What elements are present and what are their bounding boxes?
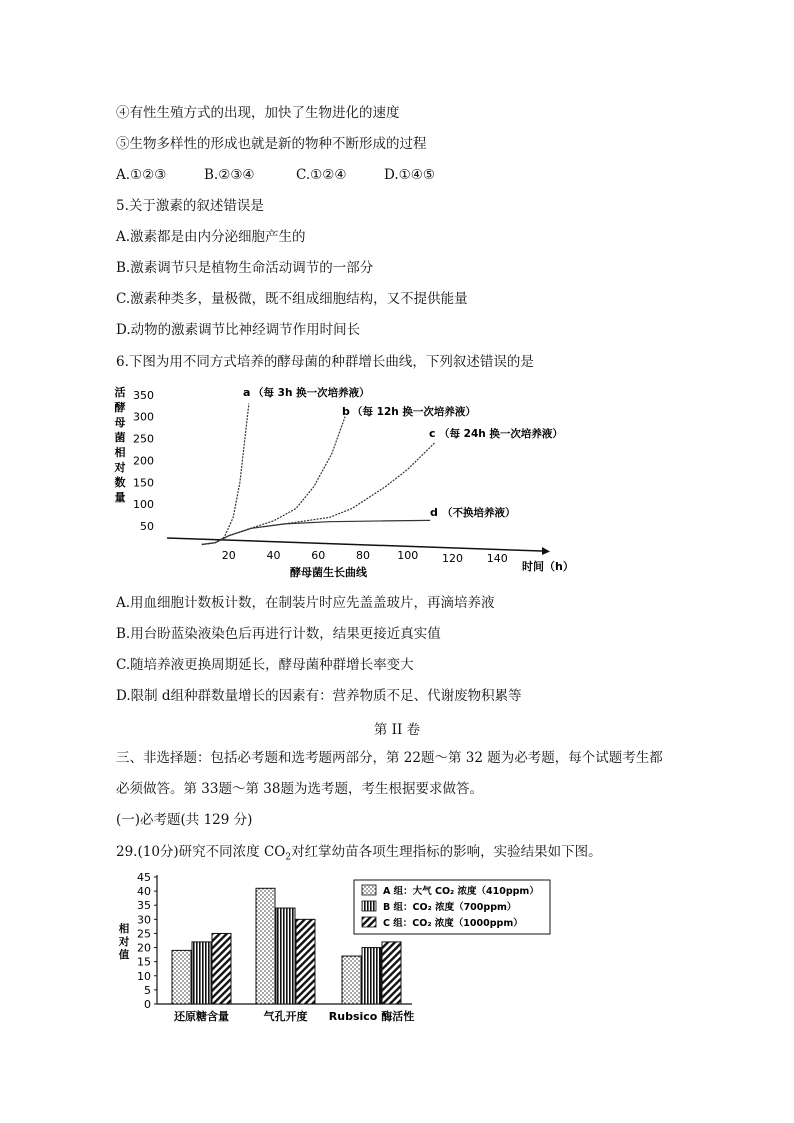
- x-tick-label: 20: [221, 549, 236, 562]
- legend-swatch: [362, 901, 376, 911]
- bar-y-tick-label: 45: [137, 871, 151, 884]
- bar-y-tick-label: 5: [144, 983, 151, 997]
- category-label: Rubsico 酶活性: [328, 1010, 415, 1023]
- bar-y-tick-label: 40: [137, 885, 151, 899]
- y-label-char: 对: [114, 461, 126, 474]
- bar-y-tick-label: 25: [137, 927, 151, 941]
- bar-legend: [354, 880, 550, 934]
- q29-subscript: 2: [285, 852, 292, 863]
- y-label-char: 活: [114, 386, 126, 399]
- q29-stem-part2: 对红掌幼苗各项生理指标的影响，实验结果如下图。: [291, 844, 602, 860]
- section-intro-line-1: 三、非选择题：包括必考题和选考题两部分，第 22题～第 32 题为必考题，每个试题考生都: [116, 750, 663, 766]
- q4-option-a: A.①②③: [116, 167, 167, 183]
- x-tick-label: 80: [356, 549, 370, 562]
- bar-b: [362, 948, 381, 1004]
- bar-a: [256, 888, 275, 1004]
- bar-y-label-char: 值: [118, 949, 130, 961]
- bar-y-tick-label: 10: [137, 969, 151, 983]
- legend-entry: A 组：大气 CO₂ 浓度（410ppm）: [383, 886, 539, 897]
- series-b-desc: （每 12h 换一次培养液）: [352, 406, 476, 418]
- bar-y-label-char: 相: [118, 923, 130, 935]
- q6-option-a: A.用血细胞计数板计数，在制装片时应先盖盖玻片，再滴培养液: [116, 595, 495, 611]
- y-tick-label: 50: [140, 520, 154, 534]
- x-axis-label: 时间（h）: [522, 560, 574, 573]
- q5-option-a: A.激素都是由内分泌细胞产生的: [116, 229, 306, 245]
- category-label: 还原糖含量: [174, 1010, 229, 1023]
- y-label-char: 相: [114, 446, 126, 459]
- q4-option-b: B.②③④: [204, 167, 255, 183]
- legend-entry: B 组：CO₂ 浓度（700ppm）: [383, 902, 517, 913]
- bar-b: [192, 942, 211, 1004]
- y-label-char: 菌: [114, 431, 126, 444]
- q6-option-b: B.用台盼蓝染液染色后再进行计数，结果更接近真实值: [116, 626, 441, 642]
- legend-swatch: [362, 917, 376, 927]
- series-a-letter: a: [243, 386, 251, 399]
- bar-y-tick-label: 35: [137, 899, 151, 913]
- y-tick-label: 300: [133, 410, 154, 424]
- bar-y-tick-label: 30: [137, 913, 151, 927]
- statement-5: ⑤生物多样性的形成也就是新的物种不断形成的过程: [116, 136, 427, 152]
- yeast-growth-chart: [112, 378, 574, 583]
- y-tick-label: 150: [133, 476, 154, 490]
- bar-c: [382, 942, 401, 1004]
- series-d-desc: （不换培养液）: [442, 507, 516, 519]
- bar-c: [212, 933, 231, 1004]
- x-tick-label: 100: [397, 549, 419, 562]
- y-label-char: 数: [114, 476, 126, 489]
- y-tick-label: 100: [133, 498, 154, 512]
- q5-option-b: B.激素调节只是植物生命活动调节的一部分: [116, 260, 374, 276]
- y-tick-label: 350: [133, 388, 154, 402]
- q5-option-d: D.动物的激素调节比神经调节作用时间长: [116, 322, 361, 338]
- legend-entry: C 组：CO₂ 浓度（1000ppm）: [383, 918, 523, 929]
- q5-stem: 5.关于激素的叙述错误是: [116, 198, 264, 214]
- y-label-char: 量: [114, 491, 126, 504]
- series-d-letter: d: [430, 506, 438, 519]
- y-tick-label: 250: [133, 432, 154, 446]
- q5-option-c: C.激素种类多，量极微，既不组成细胞结构，又不提供能量: [116, 291, 468, 307]
- x-tick-label: 140: [486, 552, 508, 565]
- bar-y-label-char: 对: [118, 936, 130, 948]
- q29-stem: [116, 843, 602, 867]
- x-tick-label: 40: [266, 549, 281, 562]
- q29-stem-part1: 29.(10分)研究不同浓度 CO: [116, 844, 286, 860]
- bar-a: [172, 950, 191, 1004]
- q4-option-c: C.①②④: [296, 167, 347, 183]
- x-tick-label: 120: [442, 552, 463, 565]
- bar-y-tick-label: 0: [144, 998, 151, 1011]
- y-label-char: 母: [114, 416, 126, 429]
- q6-option-d: D.限制 d组种群数量增长的因素有：营养物质不足、代谢废物积累等: [116, 688, 522, 704]
- section-title: 第 II 卷: [373, 722, 421, 738]
- bar-y-tick-label: 20: [137, 941, 151, 955]
- chart-caption: 酵母菌生长曲线: [290, 566, 367, 579]
- bar-y-tick-label: 15: [137, 955, 151, 969]
- bar-b: [276, 908, 295, 1004]
- q4-option-d: D.①④⑤: [384, 167, 435, 183]
- bar-a: [342, 956, 361, 1004]
- bar-y-axis-label: [118, 922, 130, 961]
- series-c-letter: c: [429, 427, 436, 440]
- q6-option-c: C.随培养液更换周期延长，酵母菌种群增长率变大: [116, 657, 414, 673]
- required-header: (一)必考题(共 129 分): [116, 812, 253, 828]
- series-a-desc: （每 3h 换一次培养液）: [253, 387, 370, 399]
- series-c-desc: （每 24h 换一次培养液）: [439, 428, 563, 440]
- y-tick-label: 200: [133, 454, 154, 468]
- co2-bar-chart: [112, 870, 572, 1030]
- series-b-letter: b: [342, 405, 350, 418]
- statement-4: ④有性生殖方式的出现，加快了生物进化的速度: [116, 105, 400, 121]
- q4-options: [116, 166, 435, 184]
- section-intro-line-2: 必须做答。第 33题～第 38题为选考题，考生根据要求做答。: [116, 781, 483, 797]
- bar-c: [296, 919, 315, 1004]
- y-label-char: 酵: [114, 401, 126, 414]
- category-label: 气孔开度: [263, 1010, 308, 1023]
- legend-swatch: [362, 885, 376, 895]
- q6-stem: 6.下图为用不同方式培养的酵母菌的种群增长曲线，下列叙述错误的是: [116, 354, 534, 370]
- x-tick-label: 60: [311, 549, 326, 562]
